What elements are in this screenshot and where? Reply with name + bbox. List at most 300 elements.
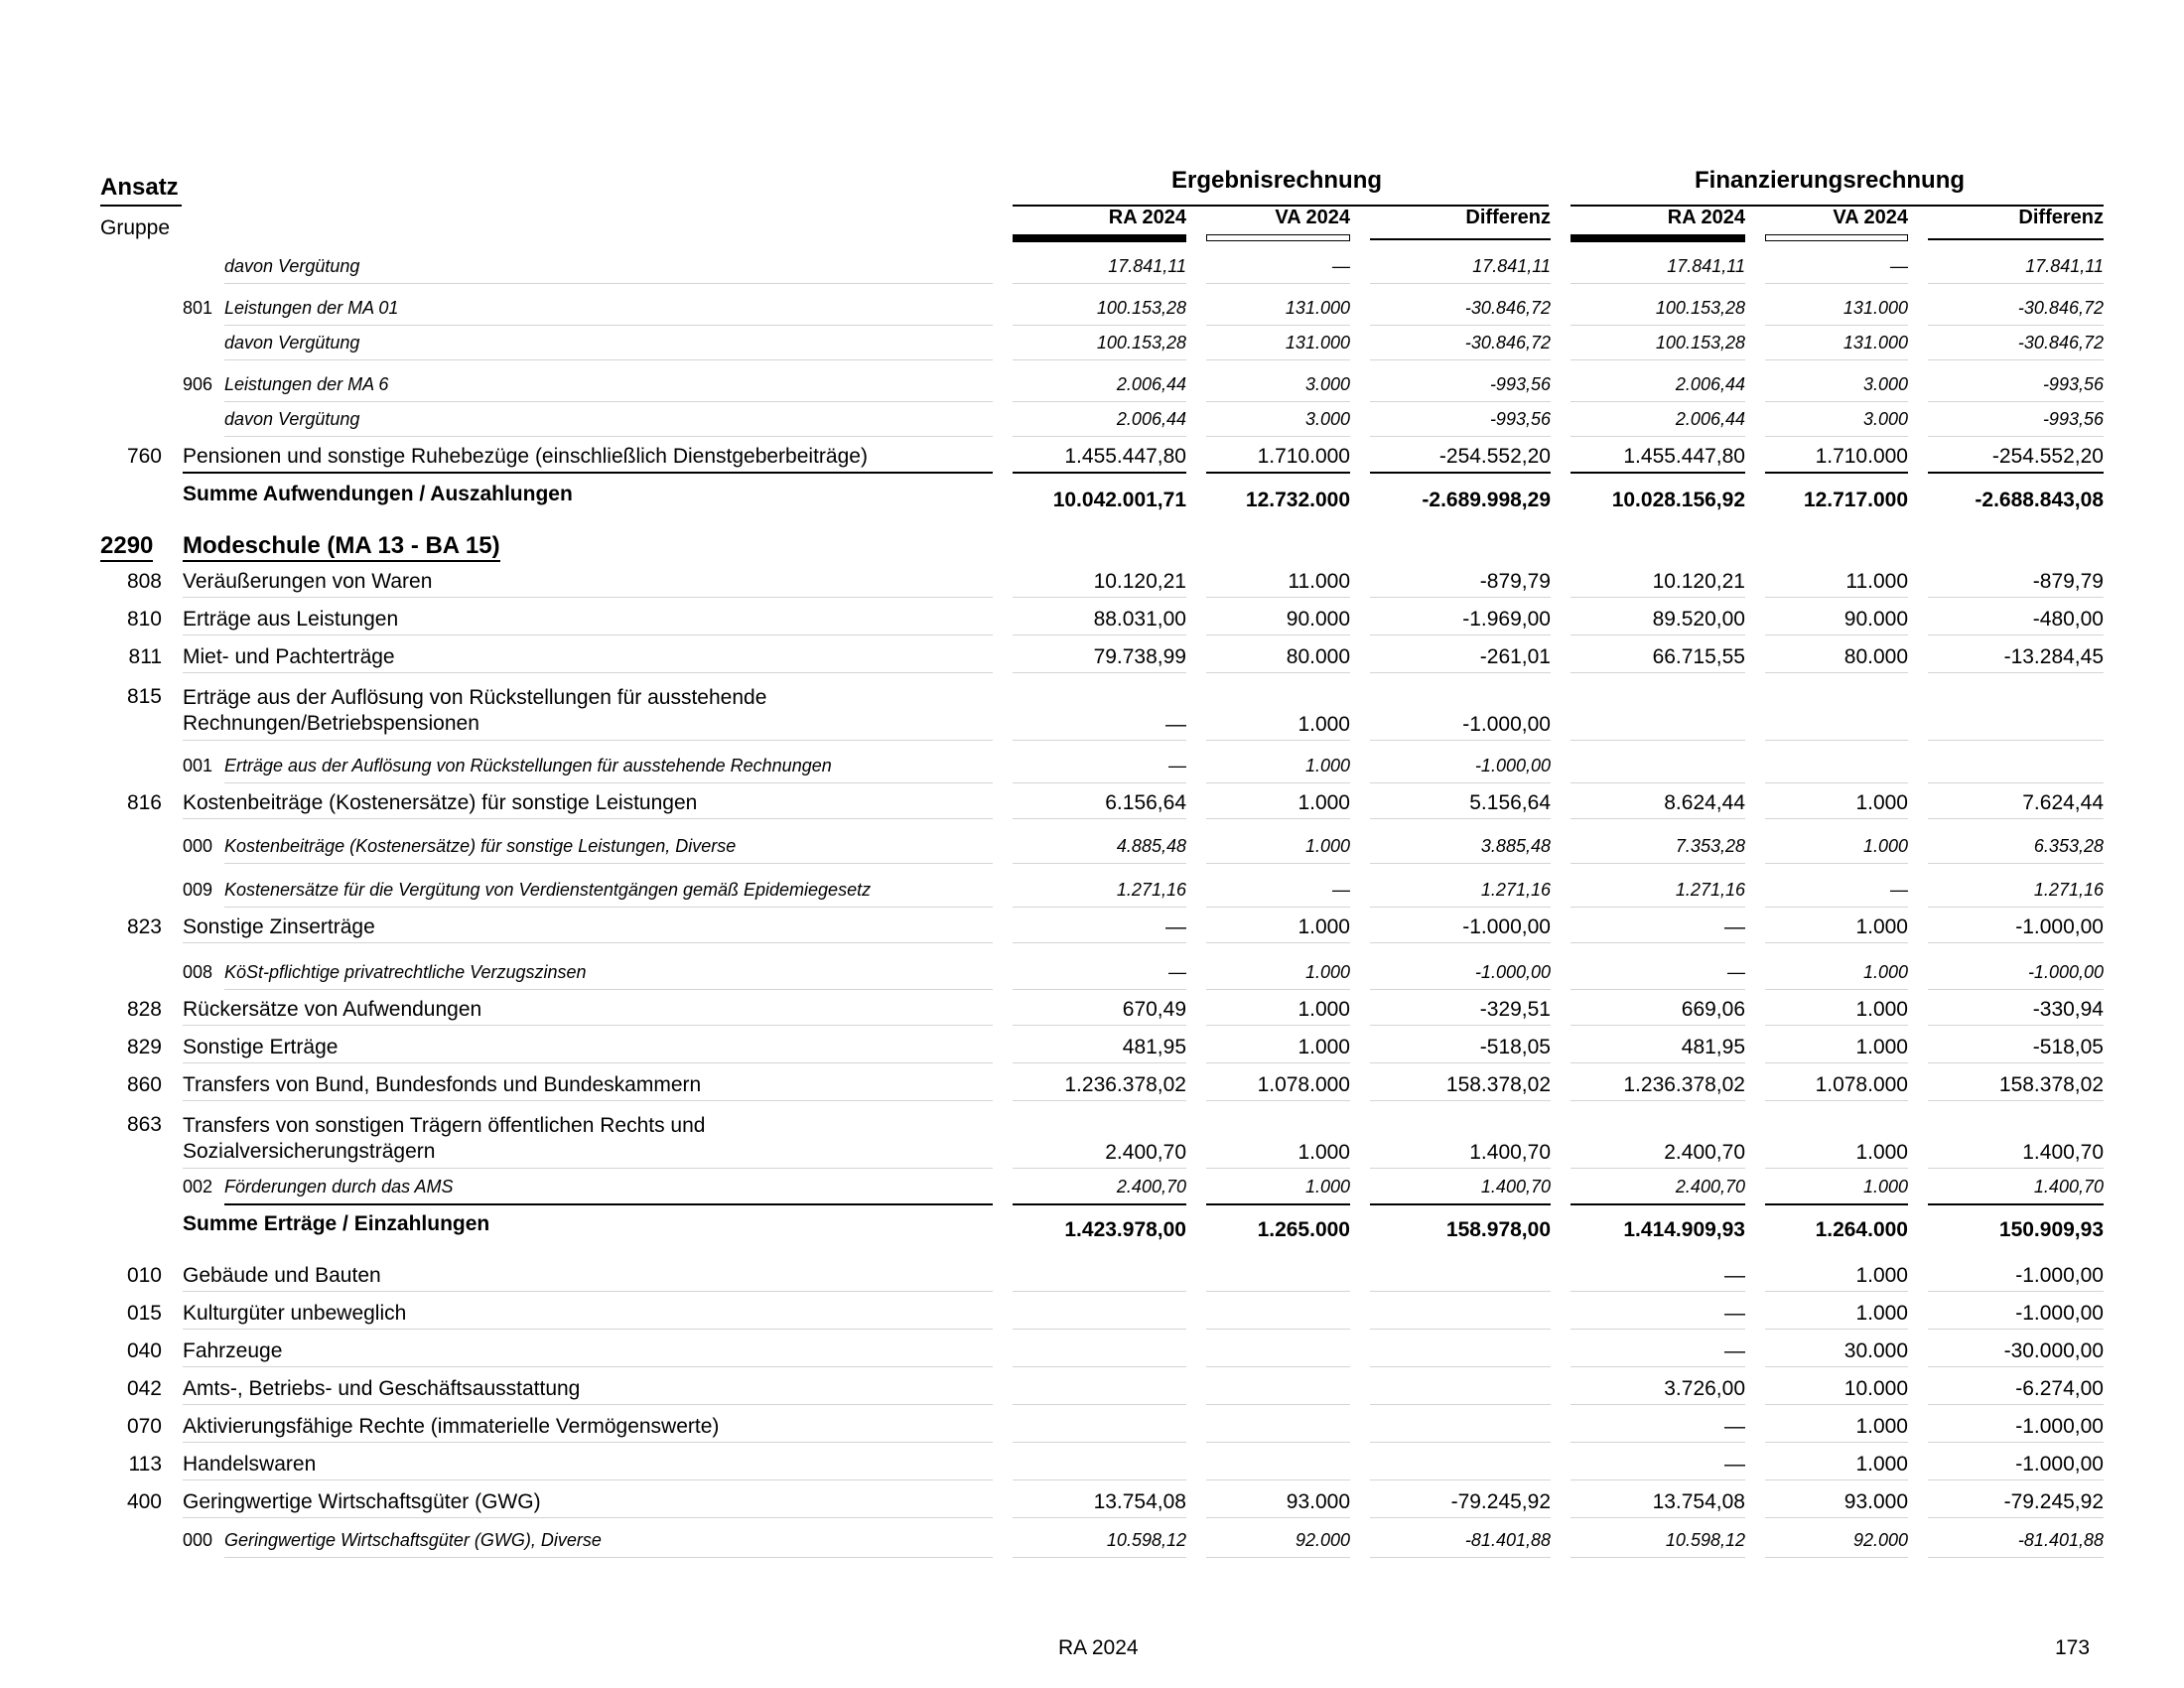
cell-rule bbox=[1206, 740, 1350, 741]
cell-rule bbox=[1928, 1366, 2104, 1367]
group-code: 811 bbox=[128, 645, 162, 668]
cell-rule bbox=[1370, 359, 1551, 360]
label-rule bbox=[183, 1517, 993, 1518]
cell-finanz-differenz: -1.000,00 bbox=[2015, 1415, 2104, 1438]
column-header-finanz-differenz: Differenz bbox=[2018, 207, 2104, 228]
cell-finanz-differenz: -13.284,45 bbox=[2003, 645, 2104, 668]
cell-ergebnis-ra: 2.400,70 bbox=[1105, 1141, 1186, 1164]
cell-rule bbox=[1370, 1329, 1551, 1330]
group-code: 828 bbox=[126, 998, 162, 1021]
label-rule bbox=[183, 1100, 993, 1101]
cell-rule bbox=[1206, 1329, 1350, 1330]
cell-rule bbox=[1928, 1203, 2104, 1205]
row-label: davon Vergütung bbox=[224, 333, 360, 352]
cell-rule bbox=[1765, 634, 1908, 635]
cell-rule bbox=[1928, 1517, 2104, 1518]
cell-rule bbox=[1570, 1062, 1745, 1063]
cell-ergebnis-va: 1.000 bbox=[1297, 1036, 1350, 1058]
cell-finanz-va: 1.000 bbox=[1855, 1302, 1908, 1325]
cell-rule bbox=[1370, 472, 1551, 474]
cell-rule bbox=[1206, 1557, 1350, 1558]
cell-ergebnis-differenz: -993,56 bbox=[1489, 374, 1551, 394]
group-code: 863 bbox=[126, 1113, 162, 1136]
cell-finanz-differenz: -79.245,92 bbox=[2003, 1490, 2104, 1513]
cell-finanz-ra: — bbox=[1724, 1453, 1745, 1476]
cell-finanz-ra: 10.120,21 bbox=[1652, 570, 1745, 593]
finanzierungsrechnung-heading: Finanzierungsrechnung bbox=[1695, 167, 1966, 194]
cell-finanz-ra: 2.400,70 bbox=[1675, 1177, 1745, 1196]
cell-ergebnis-ra: 100.153,28 bbox=[1096, 298, 1186, 318]
cell-finanz-differenz: -1.000,00 bbox=[2015, 915, 2104, 938]
cell-rule bbox=[1370, 672, 1551, 673]
group-code: 070 bbox=[126, 1415, 162, 1438]
cell-rule bbox=[1013, 1442, 1186, 1443]
cell-rule bbox=[1570, 672, 1745, 673]
cell-rule bbox=[1570, 1442, 1745, 1443]
group-code: 042 bbox=[126, 1377, 162, 1400]
cell-ergebnis-va: 12.732.000 bbox=[1245, 489, 1350, 511]
cell-rule bbox=[1928, 1062, 2104, 1063]
cell-ergebnis-ra: 6.156,64 bbox=[1105, 791, 1186, 814]
cell-ergebnis-differenz: -79.245,92 bbox=[1450, 1490, 1551, 1513]
cell-finanz-differenz: -254.552,20 bbox=[1991, 445, 2104, 468]
row-label: KöSt-pflichtige privatrechtliche Verzugszinsen bbox=[224, 962, 587, 982]
ansatz-heading: Ansatz bbox=[100, 174, 179, 201]
cell-rule bbox=[1370, 1557, 1551, 1558]
row-label: Miet- und Pachterträge bbox=[183, 645, 395, 668]
cell-rule bbox=[1570, 1404, 1745, 1405]
group-code: 815 bbox=[126, 685, 162, 708]
cell-finanz-va: 1.000 bbox=[1855, 791, 1908, 814]
cell-rule bbox=[1765, 597, 1908, 598]
label-rule bbox=[183, 1168, 993, 1169]
cell-rule bbox=[1765, 1517, 1908, 1518]
cell-rule bbox=[1206, 863, 1350, 864]
cell-finanz-differenz: 6.353,28 bbox=[2033, 836, 2104, 856]
cell-rule bbox=[1013, 1203, 1186, 1205]
label-rule bbox=[183, 942, 993, 943]
cell-rule bbox=[1013, 1479, 1186, 1480]
row-label: Aktivierungsfähige Rechte (immaterielle Vermögenswerte) bbox=[183, 1415, 720, 1438]
cell-finanz-ra: 1.271,16 bbox=[1675, 880, 1745, 900]
cell-finanz-va: 80.000 bbox=[1843, 645, 1908, 668]
cell-ergebnis-va: 1.000 bbox=[1304, 836, 1350, 856]
cell-rule bbox=[1570, 597, 1745, 598]
cell-rule bbox=[1765, 1329, 1908, 1330]
cell-ergebnis-ra: 2.006,44 bbox=[1116, 374, 1186, 394]
label-rule bbox=[224, 401, 993, 402]
cell-rule bbox=[1206, 818, 1350, 819]
row-label: Fahrzeuge bbox=[183, 1339, 283, 1362]
cell-rule bbox=[1013, 436, 1186, 437]
label-rule bbox=[224, 359, 993, 360]
cell-ergebnis-ra: 10.120,21 bbox=[1093, 570, 1186, 593]
cell-rule bbox=[1370, 989, 1551, 990]
cell-rule bbox=[1570, 472, 1745, 474]
cell-finanz-va: 92.000 bbox=[1852, 1530, 1908, 1550]
cell-ergebnis-va: 1.000 bbox=[1297, 915, 1350, 938]
page-number: 173 bbox=[2055, 1636, 2091, 1659]
cell-finanz-ra: 17.841,11 bbox=[1667, 256, 1745, 276]
cell-rule bbox=[1370, 863, 1551, 864]
cell-finanz-differenz: 1.271,16 bbox=[2033, 880, 2104, 900]
cell-rule bbox=[1206, 672, 1350, 673]
label-rule bbox=[183, 740, 993, 741]
cell-finanz-differenz: -330,94 bbox=[2032, 998, 2104, 1021]
cell-finanz-ra: 3.726,00 bbox=[1664, 1377, 1745, 1400]
cell-rule bbox=[1570, 863, 1745, 864]
cell-ergebnis-va: 3.000 bbox=[1304, 409, 1350, 429]
cell-rule bbox=[1013, 1404, 1186, 1405]
cell-finanz-differenz: -480,00 bbox=[2032, 608, 2104, 631]
cell-ergebnis-differenz: -1.000,00 bbox=[1474, 756, 1551, 775]
label-rule bbox=[224, 1203, 993, 1205]
cell-ergebnis-differenz: 1.400,70 bbox=[1480, 1177, 1551, 1196]
cell-rule bbox=[1928, 740, 2104, 741]
cell-rule bbox=[1370, 818, 1551, 819]
group-code: 829 bbox=[126, 1036, 162, 1058]
column-header-underline bbox=[1370, 238, 1551, 240]
cell-ergebnis-differenz: 5.156,64 bbox=[1469, 791, 1551, 814]
cell-finanz-differenz: 1.400,70 bbox=[2022, 1141, 2104, 1164]
cell-rule bbox=[1570, 1025, 1745, 1026]
cell-rule bbox=[1928, 1100, 2104, 1101]
row-label: Summe Erträge / Einzahlungen bbox=[183, 1212, 490, 1235]
cell-rule bbox=[1765, 1062, 1908, 1063]
cell-finanz-va: 1.000 bbox=[1855, 1453, 1908, 1476]
row-label: Förderungen durch das AMS bbox=[224, 1177, 454, 1196]
cell-finanz-ra: 8.624,44 bbox=[1664, 791, 1745, 814]
cell-rule bbox=[1370, 436, 1551, 437]
cell-rule bbox=[1206, 401, 1350, 402]
cell-rule bbox=[1206, 1517, 1350, 1518]
cell-ergebnis-ra: 88.031,00 bbox=[1093, 608, 1186, 631]
cell-rule bbox=[1013, 1100, 1186, 1101]
cell-rule bbox=[1206, 1442, 1350, 1443]
label-rule bbox=[183, 1291, 993, 1292]
cell-ergebnis-va: 1.000 bbox=[1297, 713, 1350, 736]
cell-finanz-ra: 100.153,28 bbox=[1655, 298, 1745, 318]
row-label: Kostenbeiträge (Kostenersätze) für sonstige Leistungen bbox=[183, 791, 698, 814]
cell-rule bbox=[1765, 283, 1908, 284]
cell-ergebnis-ra: — bbox=[1165, 915, 1186, 938]
label-rule bbox=[183, 1442, 993, 1443]
cell-ergebnis-va: 90.000 bbox=[1286, 608, 1350, 631]
cell-rule bbox=[1370, 1291, 1551, 1292]
row-label: Kulturgüter unbeweglich bbox=[183, 1302, 407, 1325]
group-code: 008 bbox=[183, 962, 213, 982]
cell-finanz-va: 1.000 bbox=[1855, 1415, 1908, 1438]
cell-rule bbox=[1928, 1025, 2104, 1026]
cell-ergebnis-differenz: -2.689.998,29 bbox=[1422, 489, 1551, 511]
cell-ergebnis-va: 1.078.000 bbox=[1257, 1073, 1350, 1096]
cell-finanz-va: 93.000 bbox=[1843, 1490, 1908, 1513]
cell-ergebnis-ra: 13.754,08 bbox=[1093, 1490, 1186, 1513]
cell-finanz-ra: — bbox=[1724, 1339, 1745, 1362]
cell-finanz-differenz: 1.400,70 bbox=[2033, 1177, 2104, 1196]
cell-rule bbox=[1206, 1479, 1350, 1480]
cell-rule bbox=[1765, 1168, 1908, 1169]
column-header-finanz-va: VA 2024 bbox=[1833, 207, 1908, 228]
row-label: davon Vergütung bbox=[224, 409, 360, 429]
group-code: 000 bbox=[183, 836, 213, 856]
cell-rule bbox=[1765, 907, 1908, 908]
cell-ergebnis-va: 3.000 bbox=[1304, 374, 1350, 394]
cell-ergebnis-ra: 2.400,70 bbox=[1116, 1177, 1186, 1196]
column-header-underline bbox=[1928, 238, 2104, 240]
cell-finanz-va: 3.000 bbox=[1862, 409, 1908, 429]
group-code: 760 bbox=[126, 445, 162, 468]
cell-rule bbox=[1928, 283, 2104, 284]
cell-rule bbox=[1928, 1479, 2104, 1480]
label-rule bbox=[224, 1557, 993, 1558]
cell-finanz-differenz: -993,56 bbox=[2042, 409, 2104, 429]
cell-rule bbox=[1765, 989, 1908, 990]
cell-finanz-differenz: -30.846,72 bbox=[2017, 298, 2104, 318]
cell-ergebnis-differenz: -993,56 bbox=[1489, 409, 1551, 429]
cell-rule bbox=[1928, 863, 2104, 864]
cell-rule bbox=[1013, 740, 1186, 741]
cell-ergebnis-ra: 2.006,44 bbox=[1116, 409, 1186, 429]
cell-rule bbox=[1928, 1168, 2104, 1169]
label-rule bbox=[183, 1025, 993, 1026]
cell-finanz-differenz: -2.688.843,08 bbox=[1975, 489, 2104, 511]
label-rule bbox=[183, 1404, 993, 1405]
cell-rule bbox=[1928, 436, 2104, 437]
cell-finanz-va: 1.000 bbox=[1855, 1264, 1908, 1287]
cell-rule bbox=[1570, 1479, 1745, 1480]
cell-rule bbox=[1928, 597, 2104, 598]
row-label: Handelswaren bbox=[183, 1453, 317, 1476]
column-header-finanz-ra: RA 2024 bbox=[1667, 207, 1745, 228]
cell-finanz-ra: — bbox=[1724, 1415, 1745, 1438]
cell-finanz-differenz: -1.000,00 bbox=[2015, 1302, 2104, 1325]
cell-rule bbox=[1013, 1168, 1186, 1169]
cell-ergebnis-differenz: -1.969,00 bbox=[1462, 608, 1551, 631]
cell-rule bbox=[1206, 907, 1350, 908]
cell-rule bbox=[1370, 782, 1551, 783]
row-label: Rückersätze von Aufwendungen bbox=[183, 998, 482, 1021]
group-code: 400 bbox=[126, 1490, 162, 1513]
cell-ergebnis-va: 93.000 bbox=[1286, 1490, 1350, 1513]
cell-rule bbox=[1370, 1062, 1551, 1063]
group-code: 002 bbox=[183, 1177, 213, 1196]
cell-ergebnis-va: 131.000 bbox=[1285, 333, 1350, 352]
cell-finanz-ra: 1.414.909,93 bbox=[1623, 1218, 1745, 1241]
cell-finanz-va: 3.000 bbox=[1862, 374, 1908, 394]
cell-rule bbox=[1013, 942, 1186, 943]
group-code: 000 bbox=[183, 1530, 213, 1550]
cell-rule bbox=[1013, 634, 1186, 635]
ansatz-code: 2290 bbox=[100, 532, 153, 562]
cell-rule bbox=[1370, 942, 1551, 943]
group-code: 816 bbox=[126, 791, 162, 814]
cell-rule bbox=[1765, 359, 1908, 360]
cell-finanz-differenz: 17.841,11 bbox=[2025, 256, 2104, 276]
row-label: Geringwertige Wirtschaftsgüter (GWG) bbox=[183, 1490, 541, 1513]
cell-finanz-differenz: -993,56 bbox=[2042, 374, 2104, 394]
cell-ergebnis-ra: 1.271,16 bbox=[1116, 880, 1186, 900]
row-label: Summe Aufwendungen / Auszahlungen bbox=[183, 483, 573, 505]
label-rule bbox=[224, 782, 993, 783]
row-label: Amts-, Betriebs- und Geschäftsausstattung bbox=[183, 1377, 581, 1400]
cell-ergebnis-va: 131.000 bbox=[1285, 298, 1350, 318]
cell-ergebnis-ra: 4.885,48 bbox=[1116, 836, 1186, 856]
row-label: Erträge aus Leistungen bbox=[183, 608, 399, 631]
cell-rule bbox=[1570, 283, 1745, 284]
cell-ergebnis-differenz: -30.846,72 bbox=[1464, 333, 1551, 352]
section-title: Modeschule (MA 13 - BA 15) bbox=[183, 532, 500, 562]
cell-rule bbox=[1928, 989, 2104, 990]
cell-rule bbox=[1765, 1025, 1908, 1026]
group-code: 860 bbox=[126, 1073, 162, 1096]
cell-rule bbox=[1765, 1203, 1908, 1205]
label-rule bbox=[183, 1062, 993, 1063]
cell-rule bbox=[1570, 401, 1745, 402]
cell-ergebnis-differenz: 1.271,16 bbox=[1480, 880, 1551, 900]
cell-rule bbox=[1928, 1442, 2104, 1443]
column-header-underline bbox=[1570, 234, 1745, 242]
cell-finanz-differenz: -1.000,00 bbox=[2015, 1264, 2104, 1287]
row-label: Erträge aus der Auflösung von Rückstellungen für ausstehende Rechnungen/Betriebspensionen bbox=[183, 686, 767, 735]
cell-ergebnis-ra: 10.598,12 bbox=[1106, 1530, 1186, 1550]
cell-rule bbox=[1765, 1366, 1908, 1367]
cell-finanz-va: 1.000 bbox=[1862, 962, 1908, 982]
group-code: 001 bbox=[183, 756, 213, 775]
cell-rule bbox=[1370, 1203, 1551, 1205]
cell-rule bbox=[1570, 1203, 1745, 1205]
cell-ergebnis-differenz: 1.400,70 bbox=[1469, 1141, 1551, 1164]
cell-rule bbox=[1370, 283, 1551, 284]
cell-finanz-differenz: -30.000,00 bbox=[2003, 1339, 2104, 1362]
label-rule bbox=[183, 1366, 993, 1367]
cell-rule bbox=[1570, 907, 1745, 908]
cell-rule bbox=[1570, 436, 1745, 437]
group-code: 010 bbox=[126, 1264, 162, 1287]
cell-finanz-va: 1.000 bbox=[1855, 1141, 1908, 1164]
cell-rule bbox=[1013, 818, 1186, 819]
cell-finanz-va: 1.078.000 bbox=[1815, 1073, 1908, 1096]
footer-label: RA 2024 bbox=[1058, 1636, 1139, 1659]
group-code: 823 bbox=[126, 915, 162, 938]
cell-rule bbox=[1206, 359, 1350, 360]
cell-finanz-differenz: 150.909,93 bbox=[1998, 1218, 2104, 1241]
cell-ergebnis-ra: — bbox=[1168, 962, 1186, 982]
cell-finanz-va: 1.000 bbox=[1855, 1036, 1908, 1058]
cell-rule bbox=[1013, 1557, 1186, 1558]
row-label: Sonstige Zinserträge bbox=[183, 915, 375, 938]
cell-finanz-ra: 2.400,70 bbox=[1664, 1141, 1745, 1164]
cell-rule bbox=[1928, 1404, 2104, 1405]
cell-finanz-differenz: -518,05 bbox=[2032, 1036, 2104, 1058]
cell-rule bbox=[1928, 672, 2104, 673]
cell-ergebnis-va: 1.000 bbox=[1297, 998, 1350, 1021]
cell-rule bbox=[1570, 740, 1745, 741]
cell-rule bbox=[1206, 1168, 1350, 1169]
cell-ergebnis-ra: — bbox=[1168, 756, 1186, 775]
cell-ergebnis-differenz: -1.000,00 bbox=[1462, 915, 1551, 938]
cell-ergebnis-differenz: -329,51 bbox=[1479, 998, 1551, 1021]
cell-finanz-ra: 89.520,00 bbox=[1652, 608, 1745, 631]
row-label: davon Vergütung bbox=[224, 256, 360, 276]
cell-rule bbox=[1206, 436, 1350, 437]
cell-finanz-ra: — bbox=[1724, 915, 1745, 938]
cell-finanz-va: 90.000 bbox=[1843, 608, 1908, 631]
cell-finanz-va: 1.710.000 bbox=[1815, 445, 1908, 468]
cell-ergebnis-ra: 1.423.978,00 bbox=[1064, 1218, 1186, 1241]
cell-ergebnis-differenz: 3.885,48 bbox=[1480, 836, 1551, 856]
cell-finanz-differenz: -1.000,00 bbox=[2027, 962, 2104, 982]
cell-rule bbox=[1206, 1404, 1350, 1405]
cell-rule bbox=[1928, 1329, 2104, 1330]
cell-rule bbox=[1570, 1291, 1745, 1292]
cell-finanz-va: 131.000 bbox=[1843, 333, 1908, 352]
cell-ergebnis-va: 1.265.000 bbox=[1257, 1218, 1350, 1241]
group-code: 113 bbox=[128, 1453, 162, 1476]
cell-ergebnis-differenz: 158.978,00 bbox=[1445, 1218, 1551, 1241]
cell-rule bbox=[1370, 1404, 1551, 1405]
cell-rule bbox=[1928, 1557, 2104, 1558]
cell-finanz-ra: — bbox=[1724, 1302, 1745, 1325]
cell-finanz-differenz: -81.401,88 bbox=[2017, 1530, 2104, 1550]
cell-finanz-va: 30.000 bbox=[1843, 1339, 1908, 1362]
cell-rule bbox=[1928, 359, 2104, 360]
cell-rule bbox=[1570, 942, 1745, 943]
cell-rule bbox=[1765, 740, 1908, 741]
column-header-ergebnis-differenz: Differenz bbox=[1465, 207, 1551, 228]
cell-finanz-ra: 100.153,28 bbox=[1655, 333, 1745, 352]
label-rule bbox=[224, 907, 993, 908]
cell-rule bbox=[1013, 989, 1186, 990]
cell-rule bbox=[1013, 325, 1186, 326]
cell-rule bbox=[1765, 863, 1908, 864]
ergebnisrechnung-heading: Ergebnisrechnung bbox=[1171, 167, 1383, 194]
cell-rule bbox=[1013, 1025, 1186, 1026]
cell-rule bbox=[1928, 942, 2104, 943]
cell-finanz-differenz: -30.846,72 bbox=[2017, 333, 2104, 352]
cell-finanz-va: 1.000 bbox=[1855, 998, 1908, 1021]
cell-rule bbox=[1370, 1100, 1551, 1101]
cell-rule bbox=[1013, 863, 1186, 864]
row-label: Leistungen der MA 6 bbox=[224, 374, 389, 394]
cell-rule bbox=[1570, 634, 1745, 635]
cell-rule bbox=[1206, 782, 1350, 783]
column-header-underline bbox=[1206, 234, 1350, 241]
cell-rule bbox=[1570, 782, 1745, 783]
cell-rule bbox=[1013, 359, 1186, 360]
cell-finanz-va: — bbox=[1890, 256, 1908, 276]
cell-rule bbox=[1765, 782, 1908, 783]
cell-rule bbox=[1928, 907, 2104, 908]
cell-rule bbox=[1928, 782, 2104, 783]
label-rule bbox=[183, 597, 993, 598]
cell-ergebnis-va: 1.000 bbox=[1297, 791, 1350, 814]
cell-rule bbox=[1570, 818, 1745, 819]
cell-ergebnis-ra: 17.841,11 bbox=[1108, 256, 1186, 276]
cell-ergebnis-differenz: 158.378,02 bbox=[1445, 1073, 1551, 1096]
row-label: Pensionen und sonstige Ruhebezüge (einschließlich Dienstgeberbeiträge) bbox=[183, 445, 868, 468]
cell-rule bbox=[1765, 942, 1908, 943]
cell-ergebnis-va: 1.000 bbox=[1297, 1141, 1350, 1164]
column-header-ergebnis-ra: RA 2024 bbox=[1108, 207, 1186, 228]
cell-ergebnis-differenz: -1.000,00 bbox=[1474, 962, 1551, 982]
row-label: Sonstige Erträge bbox=[183, 1036, 339, 1058]
cell-rule bbox=[1570, 989, 1745, 990]
cell-ergebnis-ra: 481,95 bbox=[1122, 1036, 1186, 1058]
cell-rule bbox=[1206, 989, 1350, 990]
cell-rule bbox=[1570, 1517, 1745, 1518]
row-label: Erträge aus der Auflösung von Rückstellungen für ausstehende Rechnungen bbox=[224, 756, 832, 775]
